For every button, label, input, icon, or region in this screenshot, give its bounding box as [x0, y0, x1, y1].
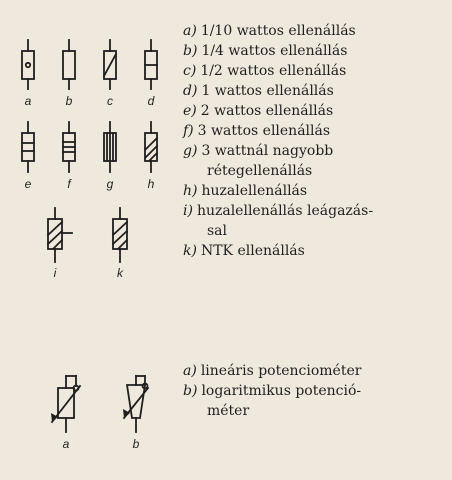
- potentiometer-symbol-a: [51, 376, 80, 432]
- symbol-label-h: h: [147, 177, 155, 191]
- legend-item: a) 1/10 wattos ellenállás: [183, 23, 356, 39]
- resistor-symbol-b: [63, 40, 75, 89]
- symbol-label-i: i: [53, 266, 57, 280]
- resistor-symbol-e: [22, 122, 34, 172]
- resistor-symbol-k: [113, 208, 127, 262]
- legend-item: b) logaritmikus potenció-: [183, 383, 362, 399]
- legend-item: a) lineáris potenciométer: [183, 363, 362, 379]
- symbol-label-k: k: [117, 266, 123, 280]
- legend-item: d) 1 wattos ellenállás: [183, 83, 334, 99]
- legend-item-continuation: rétegellenállás: [207, 163, 313, 179]
- symbol-label-d: d: [147, 94, 155, 108]
- legend-item: k) NTK ellenállás: [183, 243, 305, 259]
- legend-item: f) 3 wattos ellenállás: [183, 123, 331, 139]
- legend-item: b) 1/4 wattos ellenállás: [183, 43, 348, 59]
- legend-item: i) huzalellenállás leágazás-: [183, 203, 374, 219]
- symbol-label-g: g: [106, 177, 114, 191]
- resistor-symbol-a: [22, 40, 34, 89]
- legend-item-continuation: méter: [207, 403, 250, 419]
- symbol-label-a: a: [24, 94, 32, 108]
- legend-item: c) 1/2 wattos ellenállás: [183, 63, 347, 79]
- legend-item: h) huzalellenállás: [183, 183, 308, 199]
- symbol-label-f: f: [67, 177, 71, 191]
- legend-item-continuation: sal: [207, 223, 228, 239]
- symbol-label-b: b: [65, 94, 73, 108]
- resistor-symbol-g: [104, 122, 116, 172]
- resistor-symbol-c: [104, 40, 116, 89]
- pot-symbol-label-a: a: [62, 437, 70, 451]
- pot-symbol-label-b: b: [132, 437, 140, 451]
- potentiometer-symbol-b: [123, 376, 148, 432]
- symbol-label-c: c: [107, 94, 113, 108]
- legend-item: e) 2 wattos ellenállás: [183, 103, 334, 119]
- symbol-label-e: e: [24, 177, 32, 191]
- resistor-symbol-f: [63, 122, 75, 172]
- resistor-symbol-i: [48, 208, 72, 262]
- legend-item: g) 3 wattnál nagyobb: [183, 143, 334, 159]
- resistor-symbol-h: [145, 122, 157, 172]
- resistor-symbol-d: [145, 40, 157, 89]
